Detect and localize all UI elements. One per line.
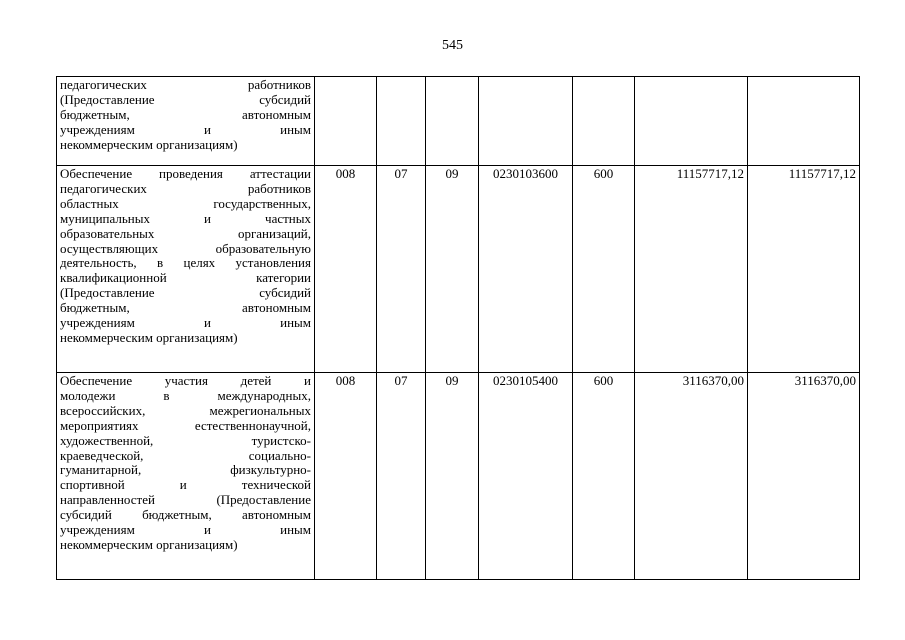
description-line: некоммерческим организациям) bbox=[60, 329, 238, 345]
description-line: спортивной и технической bbox=[60, 477, 311, 493]
expense-type-code bbox=[573, 77, 635, 166]
target-article-code bbox=[479, 77, 573, 166]
description-line: Обеспечение проведения аттестации bbox=[60, 166, 311, 181]
subsection-code: 09 bbox=[426, 166, 479, 373]
table-body bbox=[57, 77, 860, 580]
description-line: бюджетным, автономным bbox=[60, 300, 311, 316]
amount-2: 3116370,00 bbox=[748, 373, 860, 580]
expense-type-code: 600 bbox=[573, 373, 635, 580]
amount-2: 11157717,12 bbox=[748, 166, 860, 373]
description-line: некоммерческим организациям) bbox=[60, 536, 238, 552]
row-description bbox=[57, 166, 315, 373]
section-code bbox=[377, 77, 426, 166]
page-number: 545 bbox=[442, 38, 463, 53]
description-line: субсидий бюджетным, автономным bbox=[60, 507, 311, 523]
description-line: всероссийских, межрегиональных bbox=[60, 402, 311, 418]
subsection-code bbox=[426, 77, 479, 166]
description-line: областных государственных, bbox=[60, 195, 311, 211]
table-row bbox=[57, 373, 860, 580]
expense-type-code: 600 bbox=[573, 166, 635, 373]
amount-1: 11157717,12 bbox=[635, 166, 748, 373]
description-line: квалификационной категории bbox=[60, 270, 311, 286]
description-line: гуманитарной, физкультурно- bbox=[60, 462, 311, 478]
description-line: муниципальных и частных bbox=[60, 210, 311, 226]
row-description bbox=[57, 77, 315, 166]
target-article-code: 0230103600 bbox=[479, 166, 573, 373]
table-row bbox=[57, 166, 860, 373]
description-line: некоммерческим организациям) bbox=[60, 136, 238, 152]
description-line: осуществляющих образовательную bbox=[60, 240, 311, 256]
description-line: (Предоставление субсидий bbox=[60, 285, 311, 301]
description-line: учреждениям и иным bbox=[60, 121, 311, 137]
description-line: образовательных организаций, bbox=[60, 225, 311, 241]
description-line: молодежи в международных, bbox=[60, 387, 311, 403]
description-line: художественной, туристско- bbox=[60, 432, 311, 448]
amount-1 bbox=[635, 77, 748, 166]
section-code: 07 bbox=[377, 166, 426, 373]
budget-table bbox=[56, 76, 860, 580]
subsection-code: 09 bbox=[426, 373, 479, 580]
description-line: деятельность, в целях установления bbox=[60, 255, 311, 271]
ministry-code: 008 bbox=[315, 166, 377, 373]
description-line: учреждениям и иным bbox=[60, 315, 311, 331]
description-line: мероприятиях естественнонаучной, bbox=[60, 417, 311, 433]
section-code: 07 bbox=[377, 373, 426, 580]
description-line: учреждениям и иным bbox=[60, 522, 311, 538]
target-article-code: 0230105400 bbox=[479, 373, 573, 580]
amount-1: 3116370,00 bbox=[635, 373, 748, 580]
table-row bbox=[57, 77, 860, 166]
ministry-code: 008 bbox=[315, 373, 377, 580]
description-line: краеведческой, социально- bbox=[60, 447, 311, 463]
description-line: бюджетным, автономным bbox=[60, 106, 311, 122]
amount-2 bbox=[748, 77, 860, 166]
description-line: направленностей (Предоставление bbox=[60, 492, 311, 508]
description-line: (Предоставление субсидий bbox=[60, 91, 311, 107]
description-line: педагогических работников bbox=[60, 77, 311, 92]
row-description bbox=[57, 373, 315, 580]
description-line: педагогических работников bbox=[60, 180, 311, 196]
ministry-code bbox=[315, 77, 377, 166]
description-line: Обеспечение участия детей и bbox=[60, 373, 311, 388]
